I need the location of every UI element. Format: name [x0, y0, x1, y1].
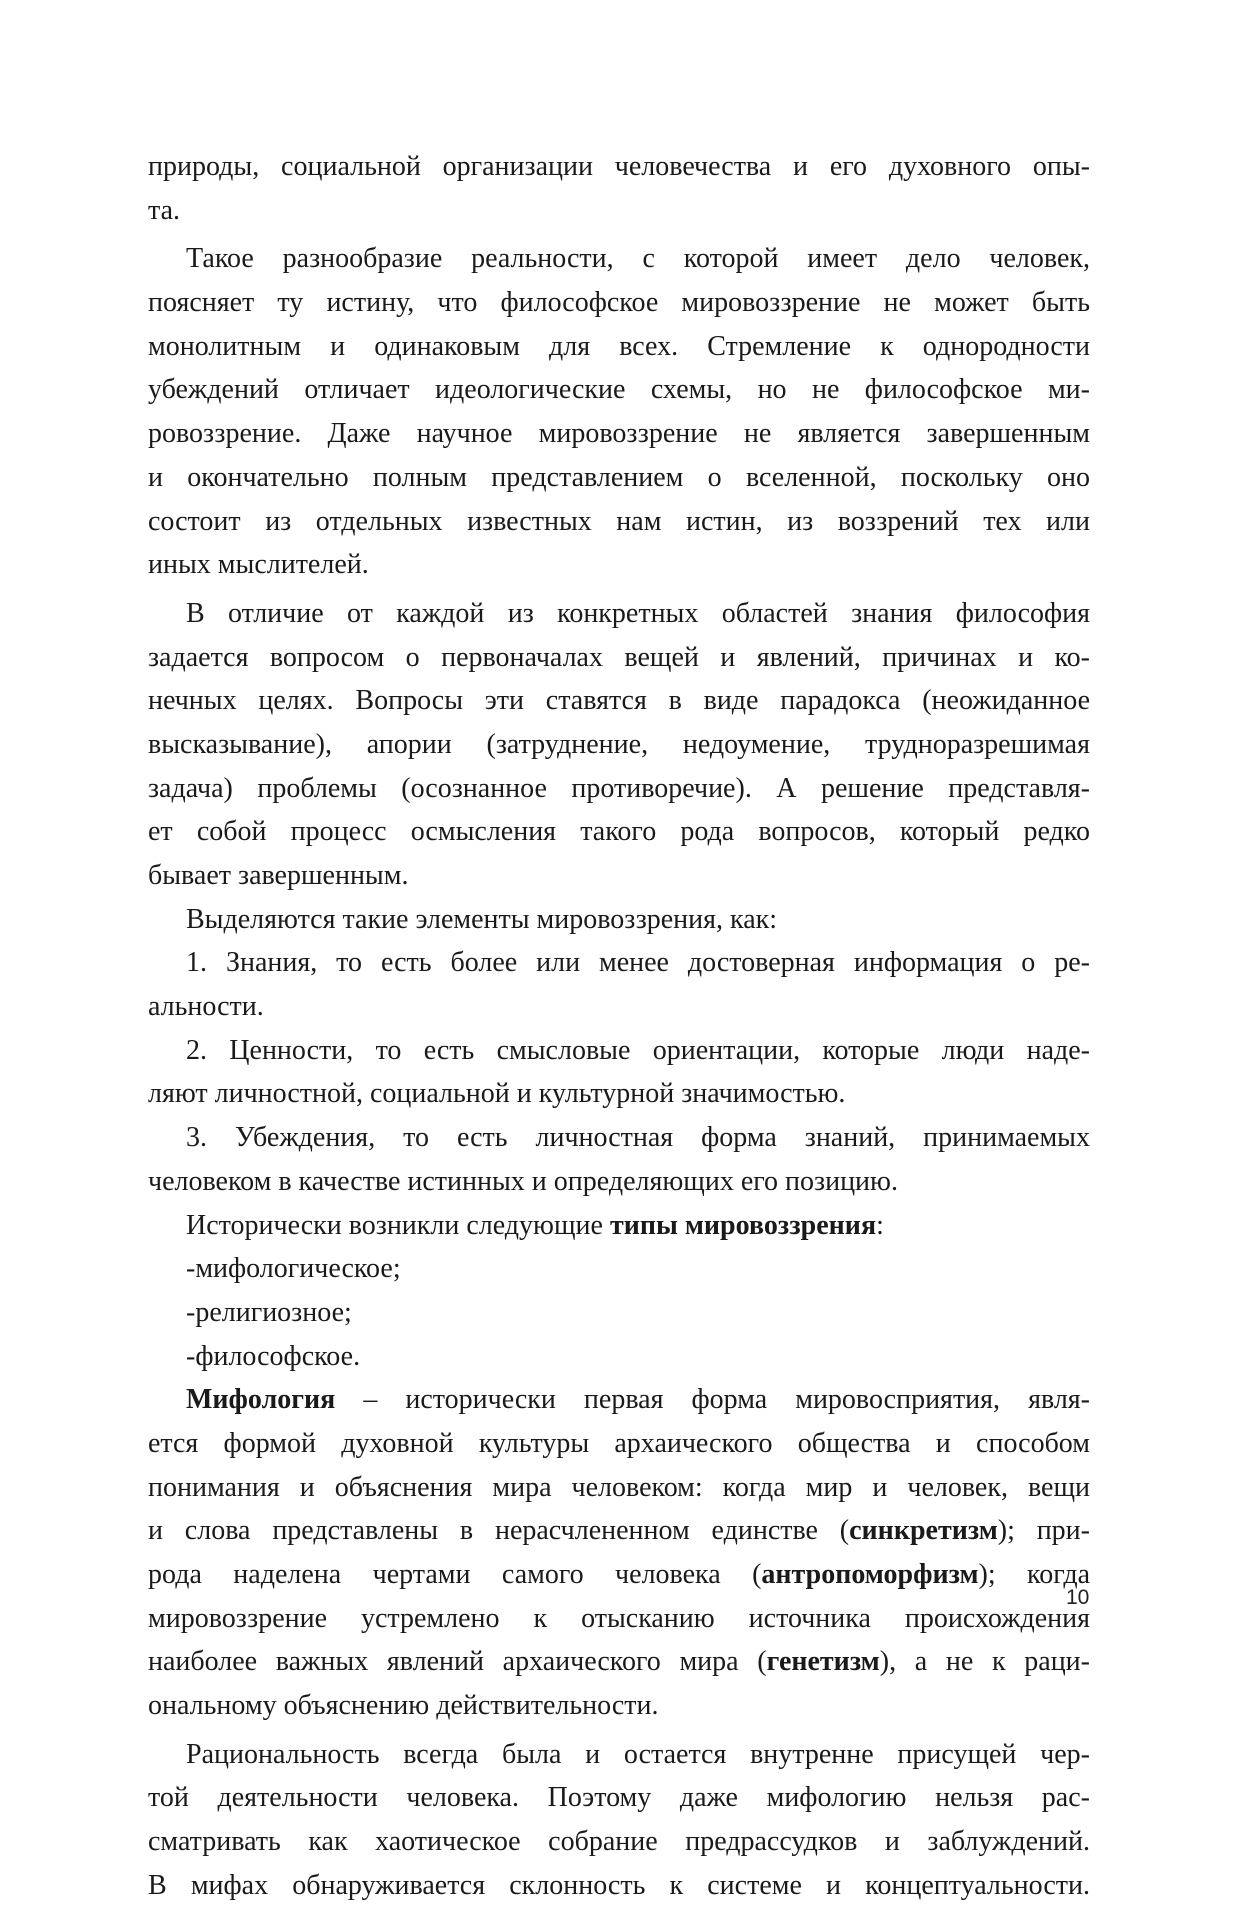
text-segment: и слова представлены в нерасчлененном единстве (: [148, 1515, 850, 1547]
text-line: [148, 1072, 1090, 1116]
text-line: [148, 854, 1090, 898]
text-line: [148, 1422, 1090, 1466]
text-line: [148, 1684, 1090, 1728]
bold-term: типы мировоззрения: [609, 1209, 877, 1241]
text-segment: -мифологическое;: [186, 1253, 401, 1285]
text-line: [148, 636, 1090, 680]
text-segment: ет собой процесс осмысления такого рода вопросов, который редко: [148, 816, 1090, 848]
text-segment: иных мыслителей.: [148, 549, 369, 581]
text-line: [148, 985, 1090, 1029]
text-segment: нечных целях. Вопросы эти ставятся в виде парадокса (неожиданное: [148, 685, 1090, 717]
text-line: [148, 767, 1090, 811]
text-line: [148, 1335, 1090, 1379]
page-number: 10: [1066, 1586, 1090, 1609]
text-line: [148, 325, 1090, 369]
text-segment: -философское.: [186, 1340, 361, 1372]
text-line: [148, 189, 1090, 233]
text-line: [148, 1864, 1090, 1908]
text-line: [148, 1204, 1090, 1248]
text-line: [148, 1378, 1090, 1422]
text-segment: та.: [148, 194, 181, 226]
text-line: [148, 1820, 1090, 1864]
text-line: [148, 1247, 1090, 1291]
text-segment: ); при-: [997, 1515, 1090, 1547]
text-line: [148, 500, 1090, 544]
text-segment: высказывание), апории (затруднение, недоумение, трудноразрешимая: [148, 728, 1090, 760]
text-segment: убеждений отличает идеологические схемы, но не философское ми-: [148, 374, 1090, 406]
text-segment: наиболее важных явлений архаического мира (: [148, 1646, 767, 1678]
text-segment: ровоззрение. Даже научное мировоззрение не является завершенным: [148, 418, 1090, 450]
text-line: [148, 281, 1090, 325]
text-line: [148, 941, 1090, 985]
text-segment: 2. Ценности, то есть смысловые ориентации, которые люди наде-: [186, 1034, 1090, 1066]
text-line: [148, 145, 1090, 189]
text-segment: задается вопросом о первоначалах вещей и явлений, причинах и ко-: [148, 641, 1090, 673]
text-segment: В отличие от каждой из конкретных областей знания философия: [186, 597, 1090, 629]
text-segment: той деятельности человека. Поэтому даже мифологию нельзя рас-: [148, 1782, 1090, 1814]
bold-term: антропоморфизм: [761, 1559, 979, 1590]
text-segment: Исторически возникли следующие: [186, 1209, 610, 1241]
bold-term: Мифология: [186, 1384, 336, 1416]
text-segment: :: [876, 1209, 884, 1241]
text-segment: Рациональность всегда была и остается внутренне присущей чер-: [186, 1738, 1090, 1770]
text-line: [148, 898, 1090, 942]
bold-term: синкретизм: [849, 1515, 998, 1547]
text-segment: ональному объяснению действительности.: [148, 1690, 659, 1722]
text-line: [148, 1776, 1090, 1820]
text-segment: альности.: [148, 991, 264, 1023]
bold-term: генетизм: [766, 1646, 880, 1678]
text-segment: рода наделена чертами самого человека (: [148, 1559, 762, 1590]
text-segment: 1. Знания, то есть более или менее достоверная информация о ре-: [186, 947, 1090, 979]
text-line: [148, 237, 1090, 281]
document-body: [148, 145, 1090, 1908]
text-line: [148, 679, 1090, 723]
text-segment: природы, социальной организации человечества и его духовного опы-: [148, 151, 1090, 182]
text-segment: В мифах обнаруживается склонность к системе и концептуальности.: [148, 1869, 1090, 1901]
text-line: [148, 1509, 1090, 1553]
text-line: [148, 1597, 1090, 1641]
text-line: [148, 723, 1090, 767]
text-line: [148, 810, 1090, 854]
text-line: [148, 1160, 1090, 1204]
text-segment: поясняет ту истину, что философское мировоззрение не может быть: [148, 287, 1090, 319]
text-line: [148, 1640, 1090, 1684]
text-line: [148, 592, 1090, 636]
text-line: [148, 1466, 1090, 1510]
text-segment: Такое разнообразие реальности, с которой имеет дело человек,: [186, 243, 1090, 275]
text-line: [148, 1029, 1090, 1073]
text-line: [148, 456, 1090, 500]
text-line: [148, 543, 1090, 587]
text-segment: задача) проблемы (осознанное противоречие). А решение представля-: [148, 772, 1090, 804]
text-segment: -религиозное;: [186, 1296, 352, 1328]
text-segment: бывает завершенным.: [148, 860, 409, 891]
text-segment: человеком в качестве истинных и определяющих его позицию.: [148, 1165, 898, 1197]
text-segment: 3. Убеждения, то есть личностная форма знаний, принимаемых: [186, 1122, 1090, 1154]
text-segment: ляют личностной, социальной и культурной значимостью.: [148, 1078, 846, 1110]
text-line: [148, 1116, 1090, 1160]
text-segment: состоит из отдельных известных нам истин, из воззрений тех или: [148, 505, 1090, 537]
text-segment: ется формой духовной культуры архаического общества и способом: [148, 1427, 1090, 1459]
text-segment: мировоззрение устремлено к отысканию источника происхождения: [148, 1602, 1090, 1634]
text-line: [148, 1291, 1090, 1335]
text-line: [148, 1553, 1090, 1597]
text-segment: монолитным и одинаковым для всех. Стремление к однородности: [148, 330, 1090, 362]
text-segment: понимания и объяснения мира человеком: когда мир и человек, вещи: [148, 1471, 1090, 1503]
text-segment: и окончательно полным представлением о вселенной, поскольку оно: [148, 461, 1090, 493]
text-segment: ), а не к раци-: [879, 1646, 1090, 1678]
text-segment: Выделяются такие элементы мировоззрения, как:: [186, 903, 778, 935]
text-segment: – исторически первая форма мировосприятия, явля-: [335, 1384, 1090, 1416]
text-line: [148, 368, 1090, 412]
text-segment: сматривать как хаотическое собрание предрассудков и заблуждений.: [148, 1826, 1090, 1858]
text-line: [148, 412, 1090, 456]
text-segment: ); когда: [978, 1559, 1090, 1590]
